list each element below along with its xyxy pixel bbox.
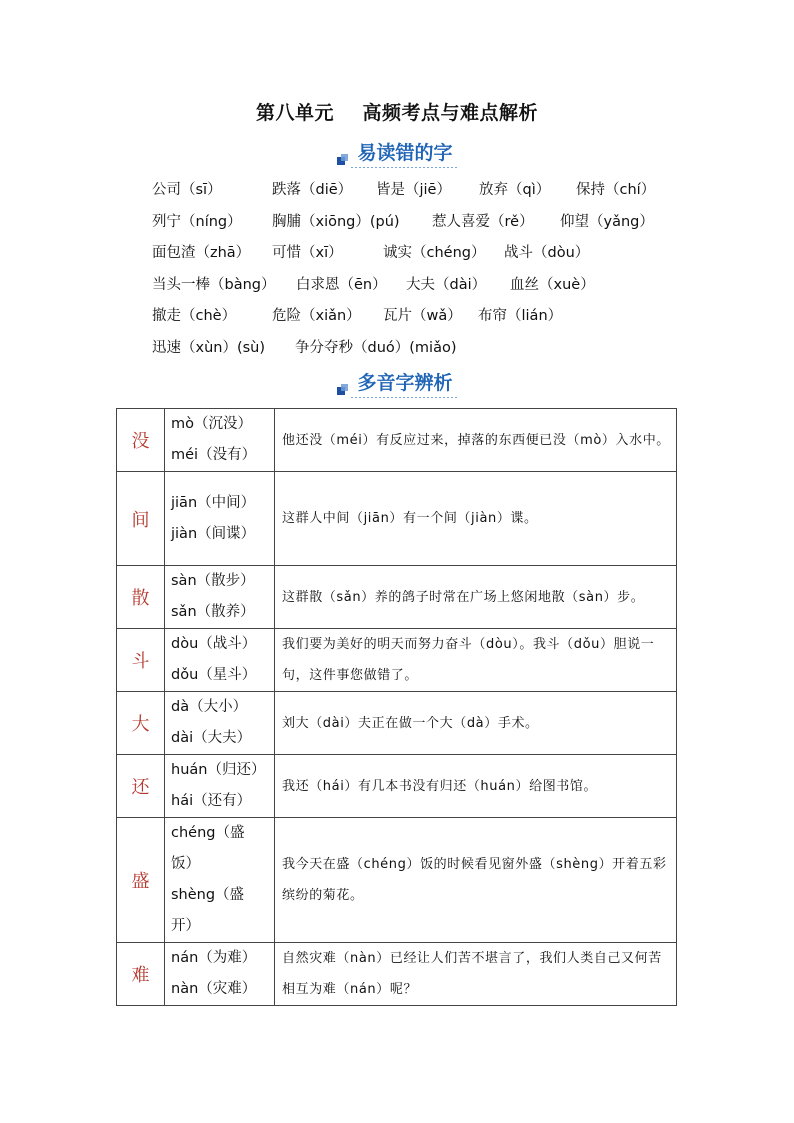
word-item: 放弃（qì） — [479, 182, 551, 198]
page-title: 第八单元 高频考点与难点解析 — [256, 102, 538, 124]
example-sentence: 我还（hái）有几本书没有归还（huán）给图书馆。 — [275, 755, 677, 818]
reading: méi（没有） — [171, 447, 257, 463]
word-item: 迅速（xùn）(sù) — [152, 340, 266, 356]
section-heading-text: 易读错的字 — [357, 142, 453, 164]
reading: sǎn（散养） — [171, 604, 255, 620]
table-row — [117, 629, 677, 692]
reading: dài（大夫） — [171, 730, 252, 746]
word-item: 撤走（chè） — [152, 308, 237, 324]
word-item: 公司（sī） — [152, 182, 222, 198]
reading: huán（归还） — [171, 762, 266, 778]
word-item: 血丝（xuè） — [510, 277, 595, 293]
word-item: 瓦片（wǎ） — [383, 308, 462, 324]
polyphonic-char: 还 — [117, 755, 165, 818]
reading: dǒu（星斗） — [171, 667, 257, 683]
readings-cell — [165, 566, 275, 629]
example-sentence: 这群人中间（jiān）有一个间（jiàn）谍。 — [275, 472, 677, 566]
word-item: 可惜（xī） — [272, 245, 343, 261]
polyphonic-char: 散 — [117, 566, 165, 629]
word-item: 危险（xiǎn） — [272, 308, 361, 324]
word-item: 诚实（chéng） — [383, 245, 486, 261]
example-sentence: 刘大（dài）夫正在做一个大（dà）手术。 — [275, 692, 677, 755]
word-item: 惹人喜爱（rě） — [432, 214, 534, 230]
word-item: 皆是（jiē） — [376, 182, 451, 198]
readings-cell — [165, 472, 275, 566]
word-item: 战斗（dòu） — [504, 245, 590, 261]
table-row — [117, 472, 677, 566]
example-sentence: 他还没（méi）有反应过来，掉落的东西便已没（mò）入水中。 — [275, 409, 677, 472]
reading: dòu（战斗） — [171, 636, 257, 652]
table-row — [117, 566, 677, 629]
example-sentence: 这群散（sǎn）养的鸽子时常在广场上悠闲地散（sàn）步。 — [275, 566, 677, 629]
word-item: 大夫（dài） — [406, 277, 487, 293]
polyphonic-char: 盛 — [117, 818, 165, 943]
polyphonic-table — [116, 408, 677, 1006]
word-item: 布帘（lián） — [478, 308, 563, 324]
section-heading-polyphonic — [0, 368, 794, 398]
word-item: 面包渣（zhā） — [152, 245, 251, 261]
reading: dà（大小） — [171, 699, 248, 715]
word-item: 保持（chí） — [576, 182, 656, 198]
table-row — [117, 409, 677, 472]
polyphonic-char: 大 — [117, 692, 165, 755]
reading: shèng（盛开） — [171, 887, 245, 934]
word-item: 当头一棒（bàng） — [152, 277, 276, 293]
reading: jiàn（间谍） — [171, 525, 256, 542]
readings-cell — [165, 629, 275, 692]
word-item: 列宁（níng） — [152, 214, 242, 230]
word-item: 跌落（diē） — [272, 182, 353, 198]
example-sentence: 我们要为美好的明天而努力奋斗（dòu）。我斗（dǒu）胆说一句，这件事您做错了。 — [275, 629, 677, 692]
table-row — [117, 818, 677, 943]
readings-cell — [165, 692, 275, 755]
example-sentence: 我今天在盛（chéng）饭的时候看见窗外盛（shèng）开着五彩缤纷的菊花。 — [275, 818, 677, 943]
reading: nàn（灾难） — [171, 981, 257, 997]
readings-cell — [165, 943, 275, 1006]
blue-square-icon — [337, 154, 348, 165]
reading: chéng（盛饭） — [171, 825, 245, 872]
reading: nán（为难） — [171, 950, 257, 966]
section-heading-text: 多音字辨析 — [357, 372, 453, 394]
polyphonic-char: 难 — [117, 943, 165, 1006]
word-item: 争分夺秒（duó）(miǎo) — [295, 340, 457, 356]
word-item: 仰望（yǎng） — [560, 214, 654, 230]
table-row — [117, 943, 677, 1006]
reading: mò（沉没） — [171, 416, 252, 432]
example-sentence: 自然灾难（nàn）已经让人们苦不堪言了，我们人类自己又何苦相互为难（nán）呢？ — [275, 943, 677, 1006]
readings-cell — [165, 409, 275, 472]
word-item: 胸脯（xiōng）(pú) — [272, 214, 400, 230]
reading: sàn（散步） — [171, 573, 255, 589]
readings-cell — [165, 818, 275, 943]
reading: jiān（中间） — [171, 494, 256, 511]
blue-square-icon — [337, 384, 348, 395]
reading: hái（还有） — [171, 793, 252, 809]
table-row — [117, 755, 677, 818]
polyphonic-char: 斗 — [117, 629, 165, 692]
polyphonic-char: 没 — [117, 409, 165, 472]
word-item: 白求恩（ēn） — [296, 277, 387, 293]
readings-cell — [165, 755, 275, 818]
polyphonic-char: 间 — [117, 472, 165, 566]
section-heading-easy-misread — [0, 138, 794, 168]
table-row — [117, 692, 677, 755]
